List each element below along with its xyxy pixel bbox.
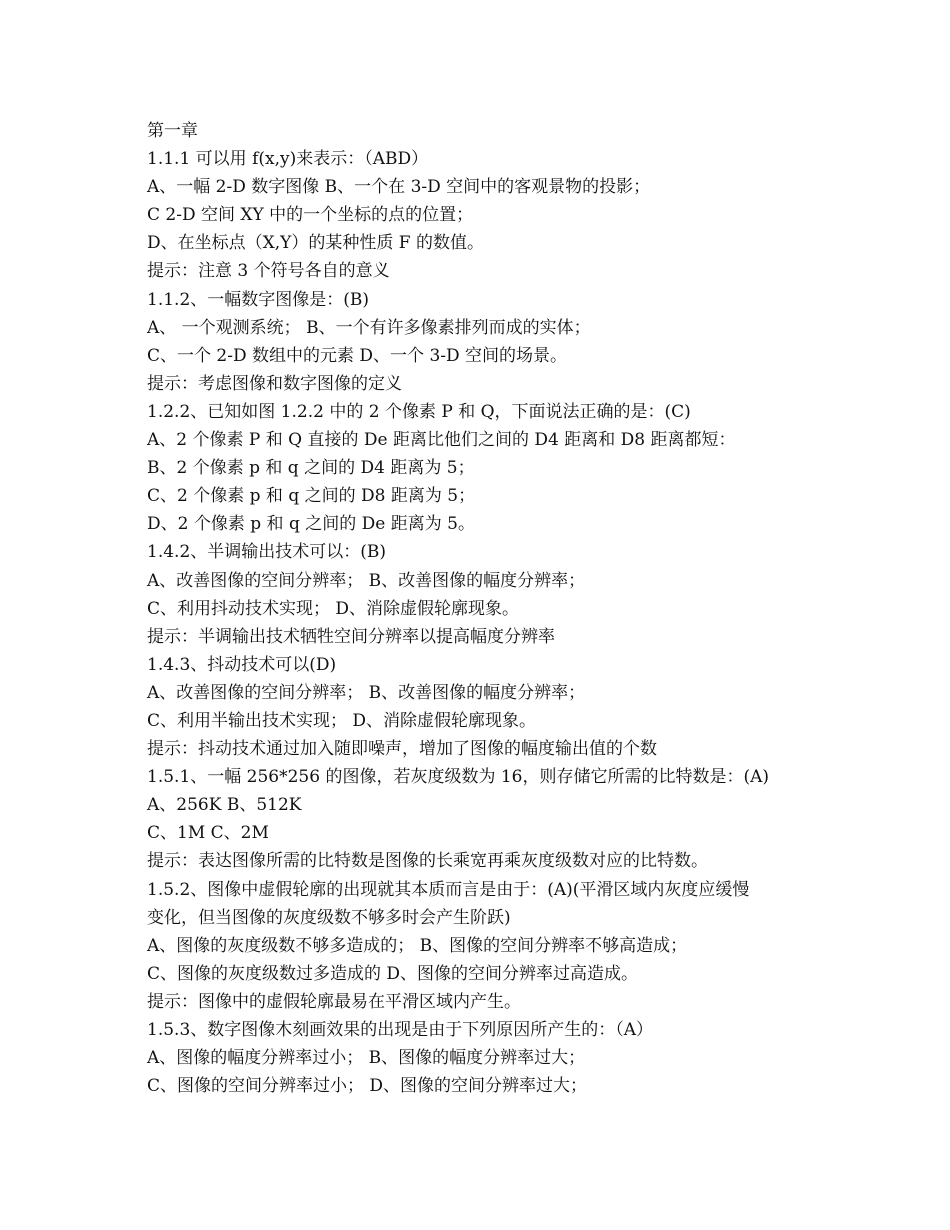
- question-1-4-3: 1.4.3、抖动技术可以(D): [147, 654, 337, 675]
- hint-text: 提示：图像中的虚假轮廓最易在平滑区域内产生。: [147, 991, 521, 1012]
- answer-options: A、图像的幅度分辨率过小； B、图像的幅度分辨率过大；: [147, 1048, 586, 1069]
- hint-text: 提示：半调输出技术牺牲空间分辨率以提高幅度分辨率: [147, 626, 555, 647]
- question-1-5-2-continued: 变化，但当图像的灰度级数不够多时会产生阶跃): [147, 907, 511, 928]
- answer-options: C 2-D 空间 XY 中的一个坐标的点的位置；: [147, 205, 474, 226]
- document-body: [147, 117, 827, 1100]
- answer-options: C、一个 2-D 数组中的元素 D、一个 3-D 空间的场景。: [147, 345, 568, 366]
- question-1-1-1: 1.1.1 可以用 f(x,y)来表示：（ABD）: [147, 149, 429, 170]
- answer-options: B、2 个像素 p 和 q 之间的 D4 距离为 5；: [147, 458, 475, 479]
- answer-options: C、2 个像素 p 和 q 之间的 D8 距离为 5；: [147, 486, 476, 507]
- answer-options: A、256K B、512K: [147, 795, 302, 816]
- question-1-5-1: 1.5.1、一幅 256*256 的图像，若灰度级数为 16，则存储它所需的比特数是：(A): [147, 767, 770, 788]
- answer-options: A、2 个像素 P 和 Q 直接的 De 距离比他们之间的 D4 距离和 D8 距离都短：: [147, 430, 736, 451]
- answer-options: D、在坐标点（X,Y）的某种性质 F 的数值。: [147, 233, 484, 254]
- answer-options: A、改善图像的空间分辨率； B、改善图像的幅度分辨率；: [147, 682, 586, 703]
- answer-options: C、1M C、2M: [147, 823, 269, 844]
- answer-options: C、利用半输出技术实现； D、消除虚假轮廓现象。: [147, 710, 537, 731]
- question-1-4-2: 1.4.2、半调输出技术可以：(B): [147, 542, 387, 563]
- question-1-2-2: 1.2.2、已知如图 1.2.2 中的 2 个像素 P 和 Q，下面说法正确的是：(C): [147, 401, 691, 422]
- question-1-5-2: 1.5.2、图像中虚假轮廓的出现就其本质而言是由于：(A)(平滑区域内灰度应缓慢: [147, 879, 750, 900]
- answer-options: A、 一个观测系统； B、一个有许多像素排列而成的实体；: [147, 317, 591, 338]
- question-1-5-3: 1.5.3、数字图像木刻画效果的出现是由于下列原因所产生的：（A）: [147, 1020, 654, 1040]
- hint-text: 提示：表达图像所需的比特数是图像的长乘宽再乘灰度级数对应的比特数。: [147, 851, 708, 872]
- answer-options: C、利用抖动技术实现； D、消除虚假轮廓现象。: [147, 598, 520, 619]
- question-1-1-2: 1.1.2、一幅数字图像是：(B): [147, 289, 370, 310]
- chapter-heading: 第一章: [147, 121, 198, 141]
- hint-text: 提示：注意 3 个符号各自的意义: [147, 261, 390, 282]
- answer-options: C、图像的灰度级数过多造成的 D、图像的空间分辨率过高造成。: [147, 963, 639, 984]
- answer-options: A、图像的灰度级数不够多造成的； B、图像的空间分辨率不够高造成；: [147, 935, 688, 956]
- answer-options: D、2 个像素 p 和 q 之间的 De 距离为 5。: [147, 514, 475, 535]
- hint-text: 提示：考虑图像和数字图像的定义: [147, 373, 402, 394]
- hint-text: 提示：抖动技术通过加入随即噪声，增加了图像的幅度输出值的个数: [147, 739, 657, 760]
- answer-options: C、图像的空间分辨率过小； D、图像的空间分辨率过大；: [147, 1076, 588, 1097]
- answer-options: A、改善图像的空间分辨率； B、改善图像的幅度分辨率；: [147, 570, 586, 591]
- answer-options: A、一幅 2-D 数字图像 B、一个在 3-D 空间中的客观景物的投影；: [147, 177, 651, 198]
